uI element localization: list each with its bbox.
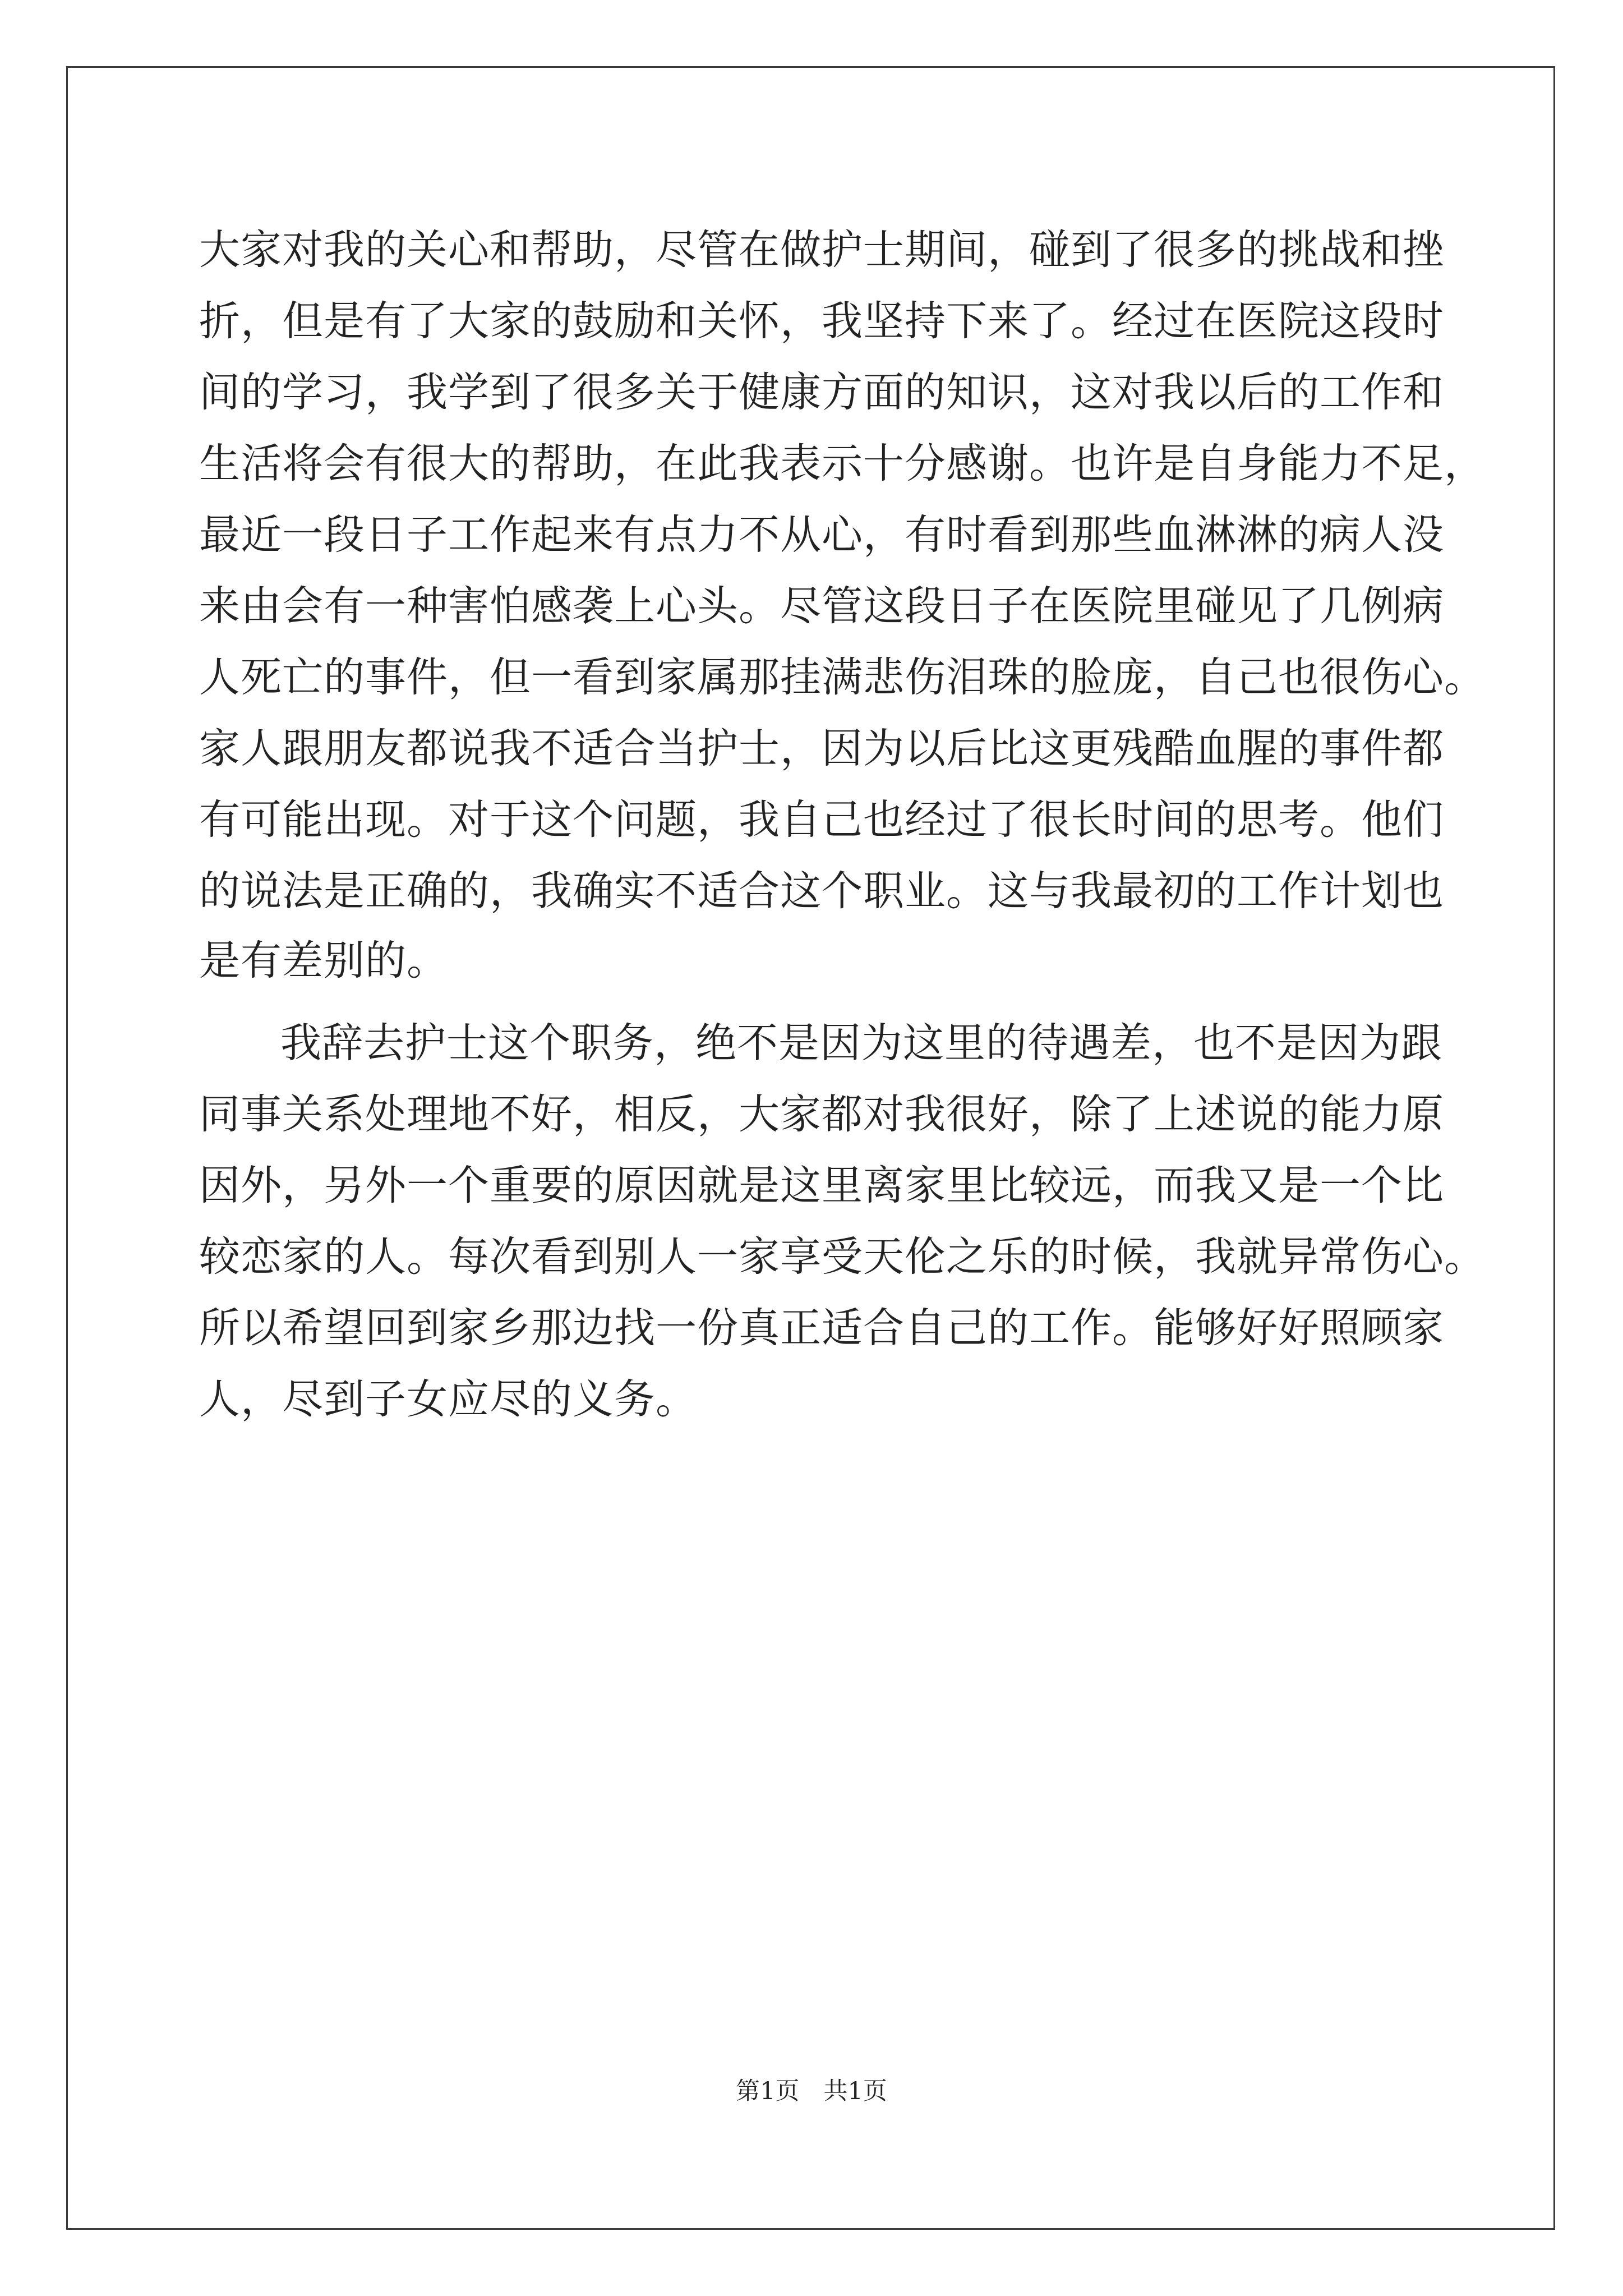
text-line: 最近一段日子工作起来有点力不从心，有时看到那些血淋淋的病人没 <box>199 511 1444 559</box>
text-line: 间的学习，我学到了很多关于健康方面的知识，这对我以后的工作和 <box>199 369 1444 416</box>
text-line: 来由会有一种害怕感袭上心头。尽管这段日子在医院里碰见了几例病 <box>199 582 1444 630</box>
paragraph-start-line: 我辞去护士这个职务，绝不是因为这里的待遇差，也不是因为跟 <box>280 1019 1442 1067</box>
text-line: 有可能出现。对于这个问题，我自己也经过了很长时间的思考。他们 <box>199 796 1444 844</box>
text-line: 同事关系处理地不好，相反，大家都对我很好，除了上述说的能力原 <box>199 1091 1444 1138</box>
text-line: 家人跟朋友都说我不适合当护士，因为以后比这更残酷血腥的事件都 <box>199 725 1444 772</box>
text-line: 大家对我的关心和帮助，尽管在做护士期间，碰到了很多的挑战和挫 <box>199 226 1444 274</box>
text-line: 较恋家的人。每次看到别人一家享受天伦之乐的时候，我就异常伤心。 <box>199 1233 1486 1281</box>
text-line: 折，但是有了大家的鼓励和关怀，我坚持下来了。经过在医院这段时 <box>199 297 1444 345</box>
text-line: 生活将会有很大的帮助，在此我表示十分感谢。也许是自身能力不足， <box>199 440 1486 487</box>
text-line: 的说法是正确的，我确实不适合这个职业。这与我最初的工作计划也 <box>199 867 1444 915</box>
text-line: 因外，另外一个重要的原因就是这里离家里比较远，而我又是一个比 <box>199 1162 1444 1209</box>
text-line: 是有差别的。 <box>199 937 448 984</box>
text-line: 人死亡的事件，但一看到家属那挂满悲伤泪珠的脸庞，自己也很伤心。 <box>199 654 1486 701</box>
text-line: 所以希望回到家乡那边找一份真正适合自己的工作。能够好好照顾家 <box>199 1304 1444 1352</box>
text-line: 人，尽到子女应尽的义务。 <box>199 1375 697 1423</box>
page-footer: 第1页 共1页 <box>736 2077 887 2105</box>
